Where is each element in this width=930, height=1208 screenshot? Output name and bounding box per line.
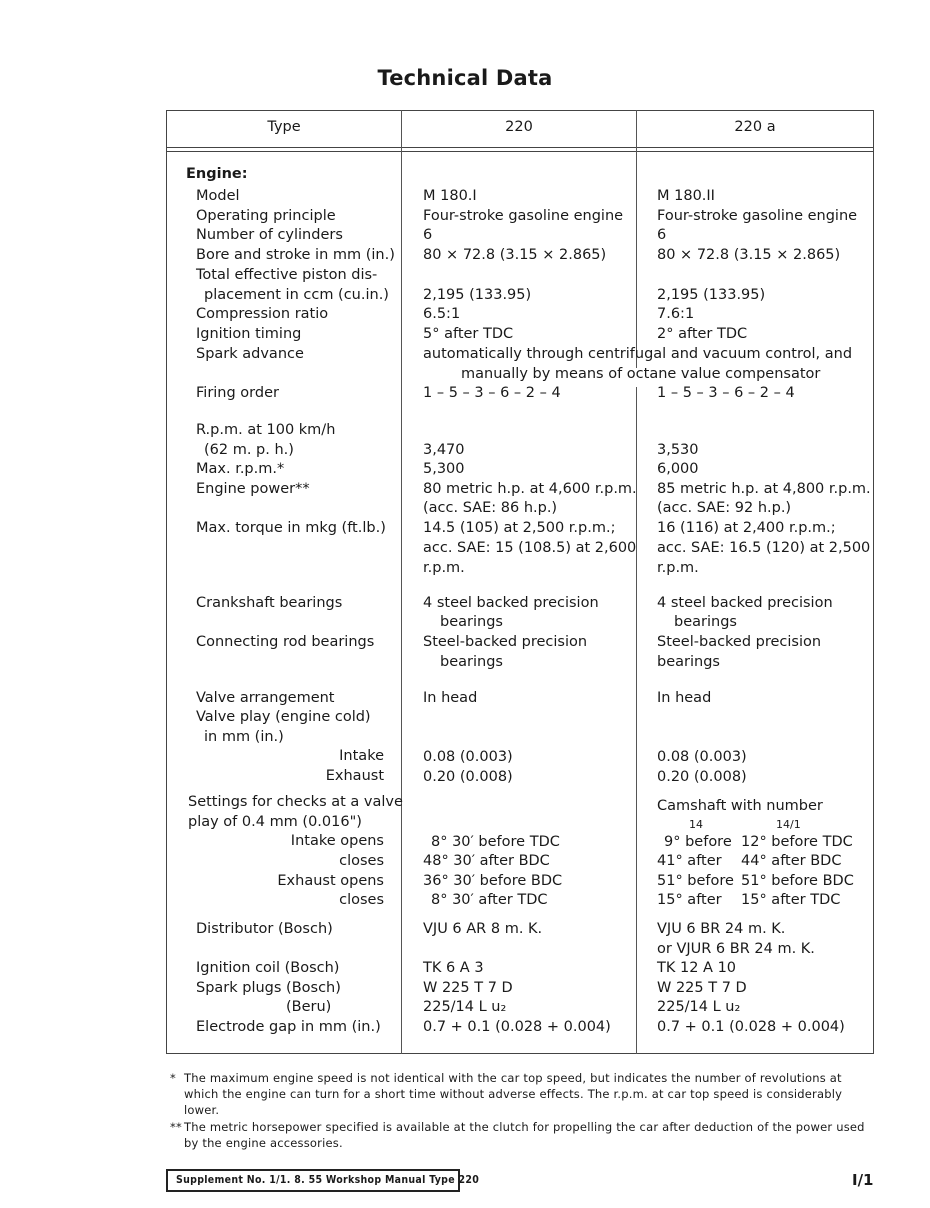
label-crank: Crankshaft bearings bbox=[196, 595, 343, 611]
footnote-text-1: The maximum engine speed is not identical with the car top speed, but indicates the number of revolutions at which the engine can turn for a short time without adverse effects. The r.p.m. at car top speed is considerably lower. bbox=[184, 1071, 843, 1117]
label-power: Engine power** bbox=[196, 481, 310, 497]
v220-conrod-b: bearings bbox=[440, 654, 503, 670]
v220a-exhaust-closes-14: 15° after bbox=[657, 892, 722, 908]
v220-gap: 0.7 + 0.1 (0.028 + 0.004) bbox=[423, 1019, 611, 1035]
v220a-gap: 0.7 + 0.1 (0.028 + 0.004) bbox=[657, 1019, 845, 1035]
label-torque: Max. torque in mkg (ft.lb.) bbox=[196, 520, 386, 536]
label-displacement-1: Total effective piston dis- bbox=[196, 267, 378, 283]
v220a-torque-b: acc. SAE: 16.5 (120) at 2,500 bbox=[657, 540, 871, 556]
footnote-mark-1: * bbox=[170, 1071, 176, 1085]
v220-ignition: 5° after TDC bbox=[423, 326, 514, 342]
v220-maxrpm: 5,300 bbox=[423, 461, 465, 477]
v220a-exhaust-opens-14-1: 51° before BDC bbox=[741, 873, 854, 889]
v220a-bore: 80 × 72.8 (3.15 × 2.865) bbox=[657, 247, 841, 263]
v220a-power-a: 85 metric h.p. at 4,800 r.p.m. bbox=[657, 481, 871, 497]
label-bore: Bore and stroke in mm (in.) bbox=[196, 247, 395, 263]
label-compression: Compression ratio bbox=[196, 306, 329, 322]
label-intake-closes: closes bbox=[339, 853, 384, 869]
v220-firing: 1 – 5 – 3 – 6 – 2 – 4 bbox=[423, 385, 561, 401]
v220a-conrod-a: Steel-backed precision bbox=[657, 634, 822, 650]
footnote-max-rpm bbox=[170, 1070, 874, 1118]
v220a-displacement: 2,195 (133.95) bbox=[657, 287, 766, 303]
v220a-plugs-bosch: W 225 T 7 D bbox=[657, 980, 747, 996]
v220-plugs-bosch: W 225 T 7 D bbox=[423, 980, 513, 996]
label-ignition: Ignition timing bbox=[196, 326, 302, 342]
label-gap: Electrode gap in mm (in.) bbox=[196, 1019, 381, 1035]
label-maxrpm: Max. r.p.m.* bbox=[196, 461, 285, 477]
footnote-mark-2: ** bbox=[170, 1120, 182, 1134]
v220-displacement: 2,195 (133.95) bbox=[423, 287, 532, 303]
header-divider-double bbox=[166, 151, 874, 152]
header-220a: 220 a bbox=[734, 119, 776, 135]
v220a-intake-opens-14-1: 12° before TDC bbox=[741, 834, 853, 850]
label-spark-advance: Spark advance bbox=[196, 346, 304, 362]
v220a-plugs-beru: 225/14 L u₂ bbox=[657, 999, 741, 1015]
label-plugs-bosch: Spark plugs (Bosch) bbox=[196, 980, 341, 996]
v220a-intake: 0.08 (0.003) bbox=[657, 749, 747, 765]
page-title: Technical Data bbox=[377, 66, 553, 90]
label-valve-arrangement: Valve arrangement bbox=[196, 690, 335, 706]
label-rpm100-1: R.p.m. at 100 km/h bbox=[196, 422, 336, 438]
section-engine: Engine: bbox=[186, 166, 248, 182]
label-valve-play-1: Valve play (engine cold) bbox=[196, 709, 371, 725]
camshaft-number-14-1: 14/1 bbox=[776, 818, 801, 831]
label-plugs-beru: (Beru) bbox=[286, 999, 332, 1015]
v220-crank-a: 4 steel backed precision bbox=[423, 595, 599, 611]
v220-model: M 180.I bbox=[423, 188, 477, 204]
header-220: 220 bbox=[505, 119, 533, 135]
column-divider-2 bbox=[636, 110, 637, 368]
v220a-coil: TK 12 A 10 bbox=[657, 960, 737, 976]
label-cylinders: Number of cylinders bbox=[196, 227, 343, 243]
v220-bore: 80 × 72.8 (3.15 × 2.865) bbox=[423, 247, 607, 263]
v220a-crank-a: 4 steel backed precision bbox=[657, 595, 833, 611]
v220-exhaust-closes: 8° 30′ after TDC bbox=[431, 892, 548, 908]
v220a-crank-b: bearings bbox=[674, 614, 737, 630]
v220-intake: 0.08 (0.003) bbox=[423, 749, 513, 765]
v220-power-b: (acc. SAE: 86 h.p.) bbox=[423, 500, 558, 516]
v220-power-a: 80 metric h.p. at 4,600 r.p.m. bbox=[423, 481, 637, 497]
v220-rpm100: 3,470 bbox=[423, 442, 465, 458]
v220-intake-closes: 48° 30′ after BDC bbox=[423, 853, 550, 869]
v220-torque-b: acc. SAE: 15 (108.5) at 2,600 bbox=[423, 540, 637, 556]
v220a-intake-closes-14-1: 44° after BDC bbox=[741, 853, 842, 869]
v220-exhaust-opens: 36° 30′ before BDC bbox=[423, 873, 563, 889]
v220-distributor: VJU 6 AR 8 m. K. bbox=[423, 921, 543, 937]
header-divider bbox=[166, 147, 874, 148]
v220a-conrod-b: bearings bbox=[657, 654, 720, 670]
spark-advance-line2: manually by means of octane value compensator bbox=[461, 366, 821, 382]
label-exhaust-opens: Exhaust opens bbox=[277, 873, 384, 889]
label-coil: Ignition coil (Bosch) bbox=[196, 960, 340, 976]
v220-valve-arrangement: In head bbox=[423, 690, 478, 706]
label-intake-opens: Intake opens bbox=[290, 833, 384, 849]
v220-torque-a: 14.5 (105) at 2,500 r.p.m.; bbox=[423, 520, 616, 536]
footnote-text-2: The metric horsepower specified is available at the clutch for propelling the car after deduction of the power used by the engine accessories. bbox=[184, 1120, 865, 1150]
v220a-camshaft: Camshaft with number bbox=[657, 798, 823, 814]
supplement-label: Supplement No. 1/1. 8. 55 Workshop Manual Type 220 bbox=[166, 1169, 460, 1192]
label-model: Model bbox=[196, 188, 240, 204]
v220a-exhaust: 0.20 (0.008) bbox=[657, 769, 747, 785]
v220a-firing: 1 – 5 – 3 – 6 – 2 – 4 bbox=[657, 385, 795, 401]
v220a-intake-closes-14: 41° after bbox=[657, 853, 722, 869]
label-distributor: Distributor (Bosch) bbox=[196, 921, 333, 937]
v220a-intake-opens-14: 9° before bbox=[664, 834, 732, 850]
label-intake: Intake bbox=[339, 748, 384, 764]
page-number: I/1 bbox=[852, 1171, 874, 1189]
label-exhaust: Exhaust bbox=[325, 768, 384, 784]
v220a-valve-arrangement: In head bbox=[657, 690, 712, 706]
v220a-exhaust-opens-14: 51° before bbox=[657, 873, 734, 889]
v220a-model: M 180.II bbox=[657, 188, 715, 204]
label-exhaust-closes: closes bbox=[339, 892, 384, 908]
v220-cylinders: 6 bbox=[423, 227, 433, 243]
v220-torque-c: r.p.m. bbox=[423, 560, 465, 576]
v220a-compression: 7.6:1 bbox=[657, 306, 695, 322]
footnote-power bbox=[170, 1119, 874, 1151]
label-settings-1: Settings for checks at a valve bbox=[188, 794, 403, 810]
v220-intake-opens: 8° 30′ before TDC bbox=[431, 834, 560, 850]
label-valve-play-2: in mm (in.) bbox=[204, 729, 284, 745]
v220-principle: Four-stroke gasoline engine bbox=[423, 208, 624, 224]
label-settings-2: play of 0.4 mm (0.016") bbox=[188, 814, 362, 830]
v220a-rpm100: 3,530 bbox=[657, 442, 699, 458]
camshaft-number-14: 14 bbox=[689, 818, 703, 831]
label-firing: Firing order bbox=[196, 385, 279, 401]
v220-plugs-beru: 225/14 L u₂ bbox=[423, 999, 507, 1015]
v220-crank-b: bearings bbox=[440, 614, 503, 630]
v220a-cylinders: 6 bbox=[657, 227, 667, 243]
v220a-exhaust-closes-14-1: 15° after TDC bbox=[741, 892, 841, 908]
v220-exhaust: 0.20 (0.008) bbox=[423, 769, 513, 785]
v220-compression: 6.5:1 bbox=[423, 306, 461, 322]
label-conrod: Connecting rod bearings bbox=[196, 634, 375, 650]
spark-advance-line1: automatically through centrifugal and vacuum control, and bbox=[423, 346, 853, 362]
v220a-torque-c: r.p.m. bbox=[657, 560, 699, 576]
v220a-maxrpm: 6,000 bbox=[657, 461, 699, 477]
v220a-principle: Four-stroke gasoline engine bbox=[657, 208, 858, 224]
label-displacement-2: placement in ccm (cu.in.) bbox=[204, 287, 389, 303]
v220a-distributor-a: VJU 6 BR 24 m. K. bbox=[657, 921, 786, 937]
v220a-torque-a: 16 (116) at 2,400 r.p.m.; bbox=[657, 520, 836, 536]
v220-coil: TK 6 A 3 bbox=[423, 960, 484, 976]
v220a-power-b: (acc. SAE: 92 h.p.) bbox=[657, 500, 792, 516]
header-type: Type bbox=[267, 119, 301, 135]
v220-conrod-a: Steel-backed precision bbox=[423, 634, 588, 650]
column-divider-1 bbox=[401, 110, 402, 1054]
v220a-distributor-b: or VJUR 6 BR 24 m. K. bbox=[657, 941, 815, 957]
v220a-ignition: 2° after TDC bbox=[657, 326, 748, 342]
label-principle: Operating principle bbox=[196, 208, 336, 224]
label-rpm100-2: (62 m. p. h.) bbox=[204, 442, 294, 458]
